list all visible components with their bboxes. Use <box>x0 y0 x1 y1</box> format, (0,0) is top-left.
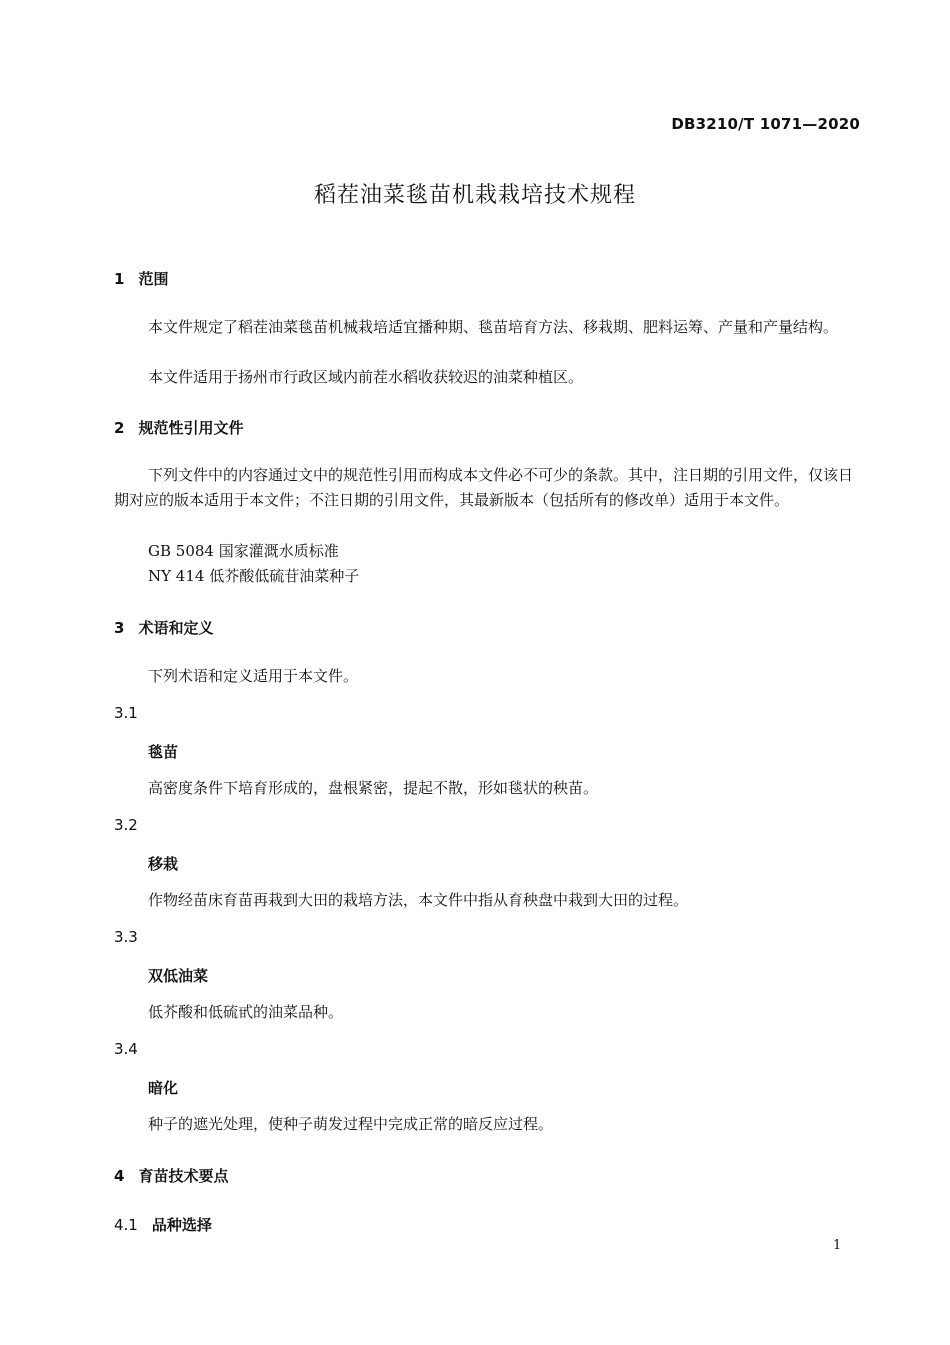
term-3-4-name: 暗化 <box>148 1079 179 1097</box>
term-3-4-definition: 种子的遮光处理，使种子萌发过程中完成正常的暗反应过程。 <box>148 1115 554 1133</box>
section-title: 范围 <box>138 270 169 288</box>
section-4-heading <box>114 1165 228 1186</box>
section-title: 规范性引用文件 <box>138 419 244 437</box>
subsection-4-1-heading <box>114 1214 212 1235</box>
section-number: 3 <box>114 619 125 637</box>
reference-gb5084: GB 5084 国家灌溉水质标准 <box>148 542 339 560</box>
term-3-1-name: 毯苗 <box>148 743 179 761</box>
section-title: 术语和定义 <box>138 619 214 637</box>
section-3-heading <box>114 617 213 638</box>
section-number: 4 <box>114 1167 125 1185</box>
term-3-4-number: 3.4 <box>114 1040 138 1058</box>
section-number: 1 <box>114 270 125 288</box>
term-3-1-definition: 高密度条件下培育形成的，盘根紧密，提起不散，形如毯状的秧苗。 <box>148 779 599 797</box>
document-code: DB3210/T 1071—2020 <box>671 115 860 133</box>
term-3-2-name: 移栽 <box>148 855 179 873</box>
section-1-heading <box>114 268 168 289</box>
page-number: 1 <box>833 1238 842 1253</box>
term-3-2-number: 3.2 <box>114 816 138 834</box>
term-3-3-definition: 低芥酸和低硫甙的油菜品种。 <box>148 1003 344 1021</box>
document-title: 稻茬油菜毯苗机栽栽培技术规程 <box>313 183 636 208</box>
term-3-2-definition: 作物经苗床育苗再栽到大田的栽培方法，本文件中指从育秧盘中栽到大田的过程。 <box>148 891 689 909</box>
subsection-title: 品种选择 <box>151 1216 212 1234</box>
subsection-number: 4.1 <box>114 1216 138 1234</box>
term-3-1-number: 3.1 <box>114 704 138 722</box>
section-1-paragraph-1: 本文件规定了稻茬油菜毯苗机械栽培适宜播种期、毯苗培育方法、移栽期、肥料运筹、产量和产量结构。 <box>148 318 839 336</box>
reference-ny414: NY 414 低芥酸低硫苷油菜种子 <box>148 567 360 585</box>
section-2-heading <box>114 417 243 438</box>
term-3-3-number: 3.3 <box>114 928 138 946</box>
section-title: 育苗技术要点 <box>138 1167 229 1185</box>
section-3-intro: 下列术语和定义适用于本文件。 <box>148 667 359 685</box>
section-number: 2 <box>114 419 125 437</box>
term-3-3-name: 双低油菜 <box>148 967 209 985</box>
section-1-paragraph-2: 本文件适用于扬州市行政区域内前茬水稻收获较迟的油菜种植区。 <box>148 368 584 386</box>
section-2-paragraph: 下列文件中的内容通过文中的规范性引用而构成本文件必不可少的条款。其中，注日期的引用文件，仅该日期对应的版本适用于本文件；不注日期的引用文件，其最新版本（包括所有的修改单）适用于本文件。 <box>114 466 854 509</box>
